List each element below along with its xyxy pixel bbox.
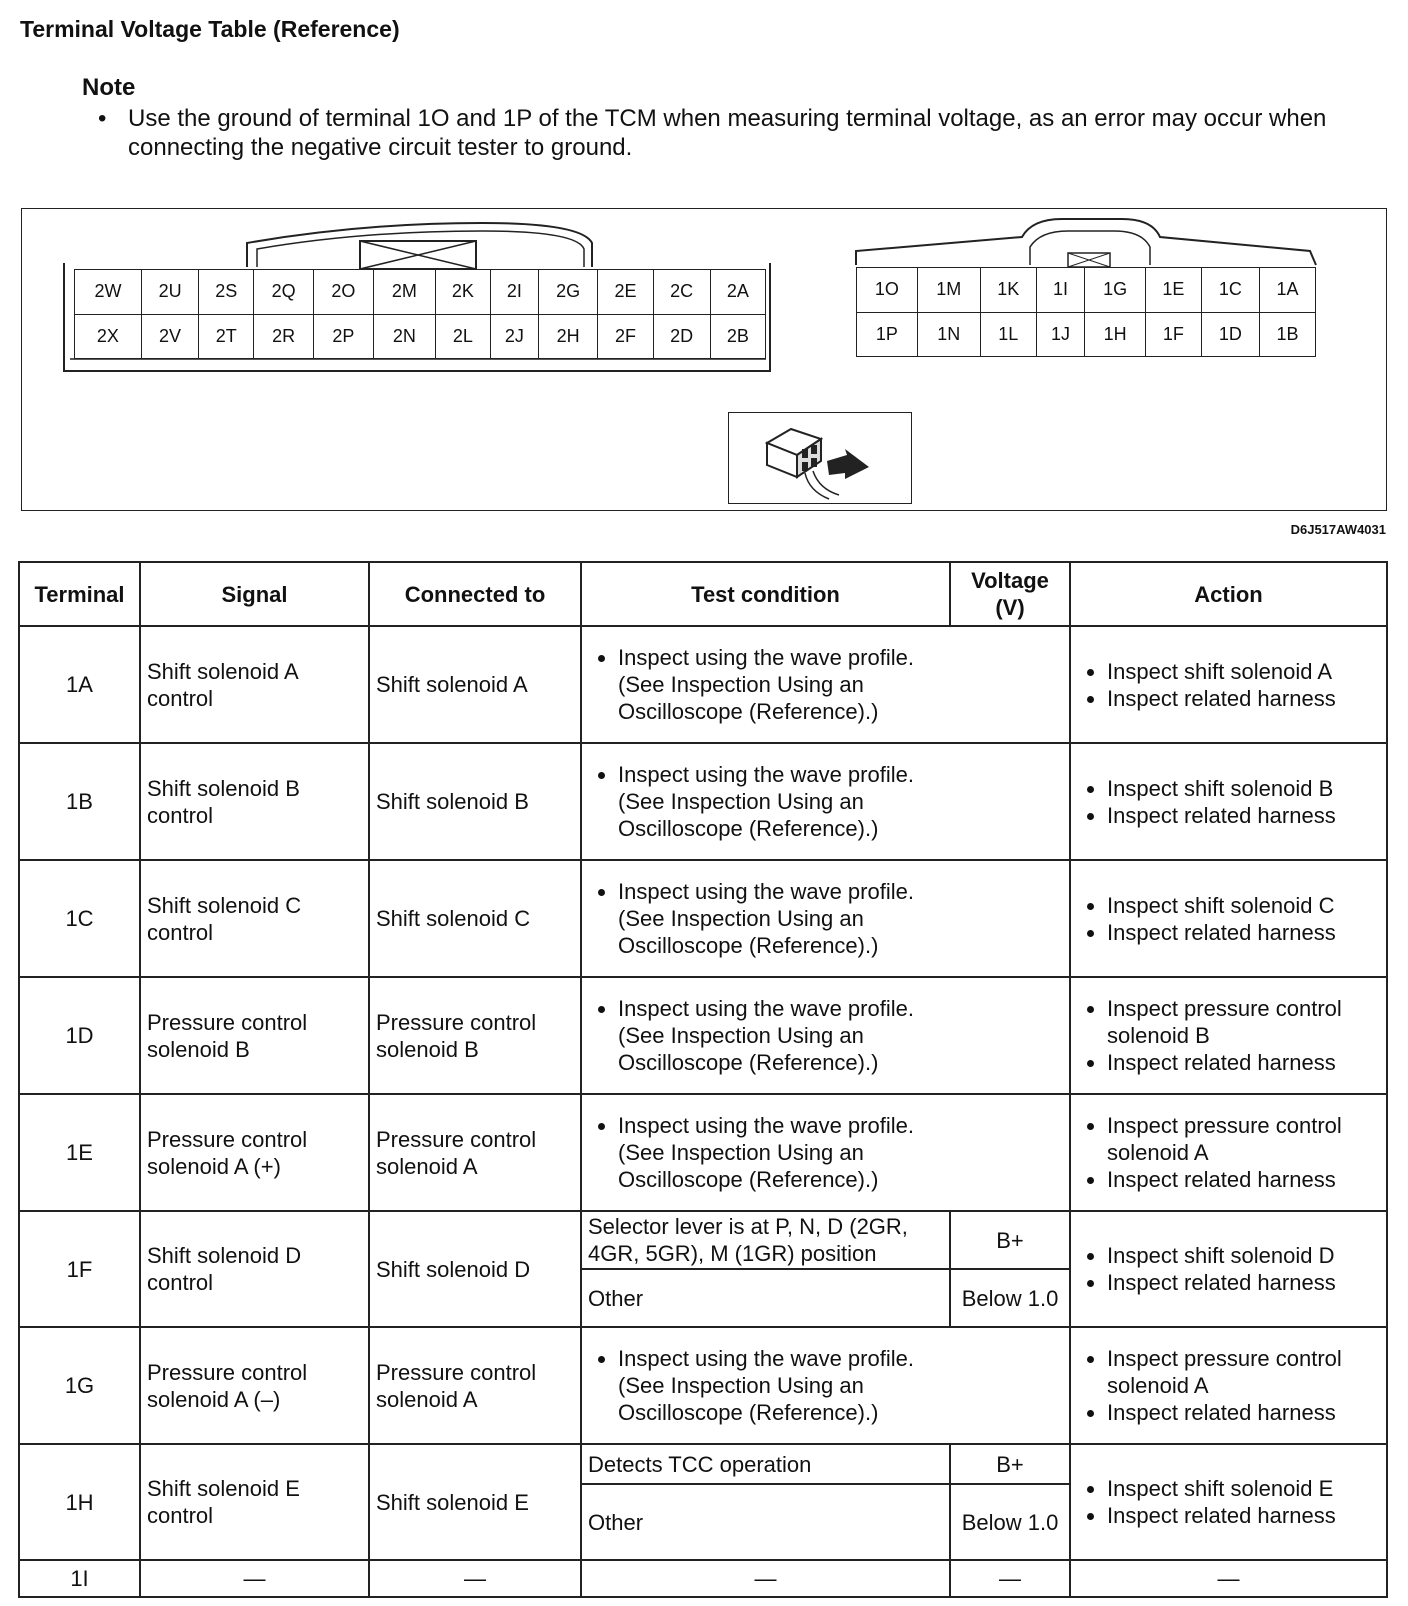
pin-cell: 2M bbox=[373, 270, 435, 315]
action-item: • Inspect pressure control solenoid A bbox=[1107, 1345, 1380, 1399]
pin-cell: 2V bbox=[141, 314, 198, 359]
header-test-condition: Test condition bbox=[581, 562, 950, 626]
terminal-cell: 1F bbox=[19, 1211, 140, 1327]
test-condition-cell bbox=[581, 1327, 1070, 1444]
test-condition-cell: Other bbox=[581, 1484, 950, 1560]
connected-cell: Shift solenoid B bbox=[369, 743, 581, 860]
signal-cell: Pressure control solenoid A (–) bbox=[140, 1327, 369, 1444]
connected-cell: Pressure control solenoid A bbox=[369, 1094, 581, 1211]
pin-cell: 1H bbox=[1085, 312, 1146, 357]
pin-cell: 1D bbox=[1201, 312, 1259, 357]
signal-cell: — bbox=[140, 1560, 369, 1597]
action-item: • Inspect related harness bbox=[1107, 1269, 1380, 1296]
wave-line: (See Inspection Using an bbox=[618, 789, 864, 814]
wave-line: Oscilloscope (Reference).) bbox=[618, 1400, 879, 1425]
header-action: Action bbox=[1070, 562, 1387, 626]
action-item: • Inspect related harness bbox=[1107, 1502, 1380, 1529]
header-terminal: Terminal bbox=[19, 562, 140, 626]
connected-cell: Shift solenoid C bbox=[369, 860, 581, 977]
terminal-cell: 1D bbox=[19, 977, 140, 1094]
action-cell: — bbox=[1070, 1560, 1387, 1597]
signal-cell: Pressure control solenoid A (+) bbox=[140, 1094, 369, 1211]
signal-cell: Shift solenoid B control bbox=[140, 743, 369, 860]
action-cell bbox=[1070, 1444, 1387, 1560]
pin-cell: 2T bbox=[199, 314, 254, 359]
wave-line: Oscilloscope (Reference).) bbox=[618, 1050, 879, 1075]
header-signal: Signal bbox=[140, 562, 369, 626]
voltage-cell: B+ bbox=[950, 1444, 1070, 1484]
wave-line: (See Inspection Using an bbox=[618, 906, 864, 931]
pin-cell: 1F bbox=[1145, 312, 1201, 357]
action-item: • Inspect shift solenoid B bbox=[1107, 775, 1380, 802]
pin-cell: 2H bbox=[538, 314, 598, 359]
test-condition-cell bbox=[581, 1094, 1070, 1211]
signal-cell: Shift solenoid C control bbox=[140, 860, 369, 977]
pin-cell: 1G bbox=[1085, 268, 1146, 313]
pin-cell: 2E bbox=[598, 270, 653, 315]
pin-cell: 1C bbox=[1201, 268, 1259, 313]
action-item: • Inspect shift solenoid D bbox=[1107, 1242, 1380, 1269]
table-row bbox=[19, 1327, 1387, 1444]
wave-line: Oscilloscope (Reference).) bbox=[618, 816, 879, 841]
pin-cell: 1N bbox=[917, 312, 980, 357]
pin-cell: 1P bbox=[857, 312, 918, 357]
note-body bbox=[98, 104, 1338, 162]
pin-cell: 2N bbox=[373, 314, 435, 359]
action-item: • Inspect pressure control solenoid A bbox=[1107, 1112, 1380, 1166]
action-item: • Inspect related harness bbox=[1107, 1049, 1380, 1076]
action-cell bbox=[1070, 1094, 1387, 1211]
voltage-cell: B+ bbox=[950, 1211, 1070, 1269]
wave-line: Oscilloscope (Reference).) bbox=[618, 1167, 879, 1192]
pin-cell: 2A bbox=[710, 270, 765, 315]
action-cell bbox=[1070, 977, 1387, 1094]
action-cell bbox=[1070, 860, 1387, 977]
note-heading: Note bbox=[82, 74, 136, 101]
wave-line: (See Inspection Using an bbox=[618, 1023, 864, 1048]
pin-cell: 2K bbox=[435, 270, 490, 315]
terminal-cell: 1I bbox=[19, 1560, 140, 1597]
table-row bbox=[19, 977, 1387, 1094]
action-item: • Inspect related harness bbox=[1107, 802, 1380, 829]
table-row bbox=[19, 1560, 1387, 1597]
connected-cell: Shift solenoid A bbox=[369, 626, 581, 743]
action-item: • Inspect related harness bbox=[1107, 1399, 1380, 1426]
pin-cell: 2B bbox=[710, 314, 765, 359]
bullet-icon: • bbox=[98, 105, 107, 132]
table-row bbox=[19, 1444, 1387, 1484]
connected-cell: Shift solenoid E bbox=[369, 1444, 581, 1560]
action-cell bbox=[1070, 1327, 1387, 1444]
action-item: • Inspect related harness bbox=[1107, 1166, 1380, 1193]
terminal-voltage-table bbox=[18, 561, 1388, 1598]
table-row bbox=[19, 626, 1387, 743]
pin-cell: 2U bbox=[141, 270, 198, 315]
pin-cell: 2Q bbox=[254, 270, 314, 315]
wave-line: Inspect using the wave profile. bbox=[618, 1346, 914, 1371]
terminal-cell: 1H bbox=[19, 1444, 140, 1560]
pin-cell: 1A bbox=[1260, 268, 1316, 313]
terminal-cell: 1A bbox=[19, 626, 140, 743]
pin-cell: 2R bbox=[254, 314, 314, 359]
connected-cell: Shift solenoid D bbox=[369, 1211, 581, 1327]
table-row bbox=[19, 1211, 1387, 1269]
pin-cell: 2G bbox=[538, 270, 598, 315]
test-condition-cell: Other bbox=[581, 1269, 950, 1327]
pin-cell: 1B bbox=[1260, 312, 1316, 357]
pin-cell: 1J bbox=[1036, 312, 1085, 357]
voltage-cell: — bbox=[950, 1560, 1070, 1597]
wave-line: Inspect using the wave profile. bbox=[618, 996, 914, 1021]
signal-cell: Pressure control solenoid B bbox=[140, 977, 369, 1094]
page-title: Terminal Voltage Table (Reference) bbox=[20, 16, 400, 42]
test-condition-cell bbox=[581, 860, 1070, 977]
connector-diagram bbox=[21, 208, 1387, 511]
action-cell bbox=[1070, 626, 1387, 743]
action-cell bbox=[1070, 1211, 1387, 1327]
test-condition-cell: Selector lever is at P, N, D (2GR, 4GR, 5GR), M (1GR) position bbox=[581, 1211, 950, 1269]
connected-cell: Pressure control solenoid B bbox=[369, 977, 581, 1094]
action-item: • Inspect pressure control solenoid B bbox=[1107, 995, 1380, 1049]
terminal-cell: 1B bbox=[19, 743, 140, 860]
note-text: Use the ground of terminal 1O and 1P of the TCM when measuring terminal voltage, as an error may occur when connecting the negative circuit tester to ground. bbox=[128, 105, 1327, 161]
pin-cell: 2C bbox=[653, 270, 710, 315]
wave-line: Inspect using the wave profile. bbox=[618, 762, 914, 787]
pin-cell: 2F bbox=[598, 314, 653, 359]
test-condition-cell bbox=[581, 626, 1070, 743]
action-item: • Inspect shift solenoid E bbox=[1107, 1475, 1380, 1502]
test-condition-cell: Detects TCC operation bbox=[581, 1444, 950, 1484]
pin-cell: 2D bbox=[653, 314, 710, 359]
terminal-cell: 1E bbox=[19, 1094, 140, 1211]
pin-cell: 1O bbox=[857, 268, 918, 313]
pin-cell: 2I bbox=[490, 270, 538, 315]
signal-cell: Shift solenoid D control bbox=[140, 1211, 369, 1327]
wave-line: (See Inspection Using an bbox=[618, 1373, 864, 1398]
pin-cell: 1E bbox=[1145, 268, 1201, 313]
table-row bbox=[19, 860, 1387, 977]
pin-cell: 2J bbox=[490, 314, 538, 359]
test-condition-cell bbox=[581, 977, 1070, 1094]
header-connected: Connected to bbox=[369, 562, 581, 626]
wave-line: Inspect using the wave profile. bbox=[618, 1113, 914, 1138]
signal-cell: Shift solenoid E control bbox=[140, 1444, 369, 1560]
connector-2 bbox=[74, 269, 766, 359]
pin-cell: 2W bbox=[75, 270, 142, 315]
wave-line: (See Inspection Using an bbox=[618, 1140, 864, 1165]
pin-cell: 2P bbox=[314, 314, 374, 359]
voltage-cell: Below 1.0 bbox=[950, 1269, 1070, 1327]
test-condition-cell: — bbox=[581, 1560, 950, 1597]
terminal-cell: 1C bbox=[19, 860, 140, 977]
test-condition-cell bbox=[581, 743, 1070, 860]
connected-cell: Pressure control solenoid A bbox=[369, 1327, 581, 1444]
harness-side-icon bbox=[728, 412, 912, 504]
connector-1 bbox=[856, 267, 1316, 357]
action-item: • Inspect related harness bbox=[1107, 685, 1380, 712]
pin-cell: 2X bbox=[75, 314, 142, 359]
pin-cell: 1K bbox=[980, 268, 1036, 313]
connector-outline-svg bbox=[22, 209, 1388, 512]
signal-cell: Shift solenoid A control bbox=[140, 626, 369, 743]
pin-cell: 1I bbox=[1036, 268, 1085, 313]
action-item: • Inspect shift solenoid C bbox=[1107, 892, 1380, 919]
action-cell bbox=[1070, 743, 1387, 860]
table-row bbox=[19, 743, 1387, 860]
wave-line: Oscilloscope (Reference).) bbox=[618, 933, 879, 958]
wave-line: Inspect using the wave profile. bbox=[618, 879, 914, 904]
terminal-cell: 1G bbox=[19, 1327, 140, 1444]
action-item: • Inspect related harness bbox=[1107, 919, 1380, 946]
wave-line: Inspect using the wave profile. bbox=[618, 645, 914, 670]
pin-cell: 2O bbox=[314, 270, 374, 315]
action-item: • Inspect shift solenoid A bbox=[1107, 658, 1380, 685]
figure-code: D6J517AW4031 bbox=[1290, 522, 1386, 537]
pin-cell: 1M bbox=[917, 268, 980, 313]
voltage-cell: Below 1.0 bbox=[950, 1484, 1070, 1560]
header-voltage: Voltage (V) bbox=[950, 562, 1070, 626]
wave-line: (See Inspection Using an bbox=[618, 672, 864, 697]
connected-cell: — bbox=[369, 1560, 581, 1597]
table-row bbox=[19, 1094, 1387, 1211]
pin-cell: 2L bbox=[435, 314, 490, 359]
pin-cell: 1L bbox=[980, 312, 1036, 357]
pin-cell: 2S bbox=[199, 270, 254, 315]
wave-line: Oscilloscope (Reference).) bbox=[618, 699, 879, 724]
